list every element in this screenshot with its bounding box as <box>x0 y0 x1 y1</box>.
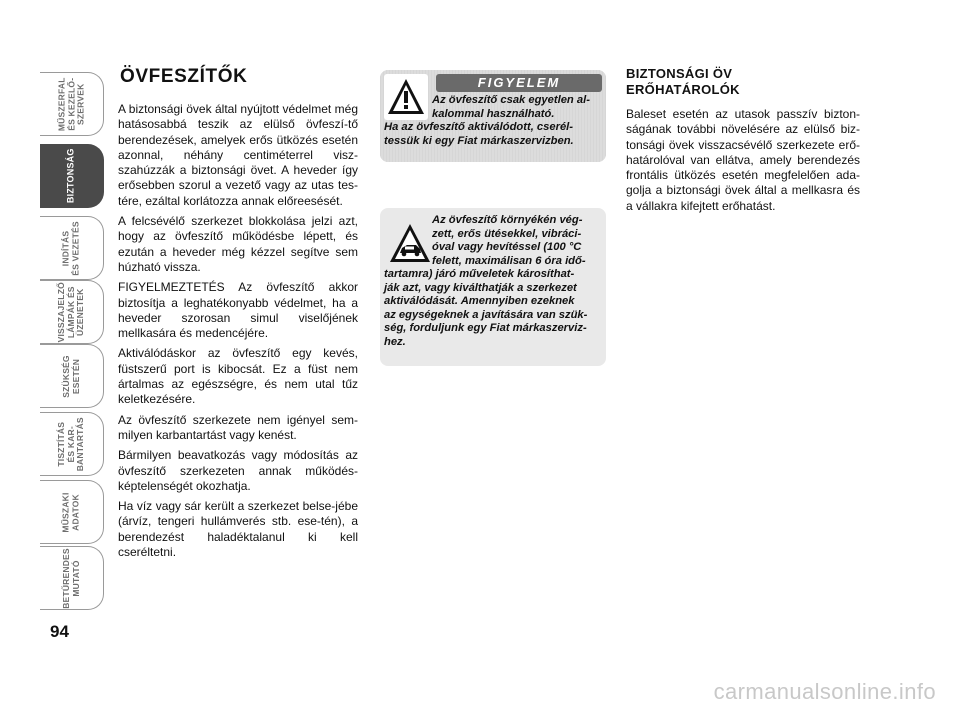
warning-triangle-icon <box>384 74 428 120</box>
warning-text: Az övfeszítő csak egyetlen al- kalommal használható. <box>432 94 590 120</box>
tab-label: INDÍTÁS ÉS VEZETÉS <box>61 220 81 276</box>
paragraph: Aktiválódáskor az övfeszítő egy kevés, füstszerű port is kibocsát. Ez a füst nem ártalmas az egészségre, és nem utal tűz keletkezésére. <box>118 346 358 407</box>
caution-box <box>380 208 606 366</box>
paragraph: A felcsévélő szerkezet blokkolása jelzi azt, hogy az övfeszítő működésbe lépett, és ezután a heveder még kézzel segítve sem húzható vissza. <box>118 214 358 274</box>
warning-icon-frame <box>384 74 428 120</box>
paragraph: Bármilyen beavatkozás vagy módosítás az övfeszítő szerkezeten annak működés-képtelenségét okozhatja. <box>118 448 358 493</box>
watermark: carmanualsonline.info <box>713 679 936 704</box>
tab-maintenance[interactable] <box>40 412 104 476</box>
paragraph: A biztonsági övek által nyújtott védelmet még hatásosabbá teszik az elülső övfeszí-tő berendezések, amelyek erős ütközés esetén azonnal, néhány centiméterrel visz-szahúzzák a biztonsági övet. A heveder így erősebben szorul a vezető vagy az utas tes-tére, ezáltal korlátozza annak előreesését. <box>118 102 358 208</box>
caution-text: Az övfeszítő környékén vég- zett, erős ütésekkel, vibráci- óval vagy hevítéssel (100 °C felett, maximálisan 6 óra idő- <box>432 214 586 267</box>
tab-safety[interactable] <box>40 144 104 208</box>
tab-label: SZÜKSÉG ESETÉN <box>61 354 81 398</box>
notice-column <box>380 70 606 366</box>
paragraph: Az övfeszítő szerkezete nem igényel sem-milyen karbantartást vagy kenést. <box>118 412 358 442</box>
tab-label: VISSZAJELZŐ LÁMPÁK ÉS ÜZENETEK <box>56 281 86 343</box>
tab-starting-driving[interactable] <box>40 216 104 280</box>
side-column <box>626 66 860 219</box>
paragraph: Ha víz vagy sár került a szerkezet belse-jébe (árvíz, tengeri hullámverés stb. ese-tén), a berendezést haladéktalanul ki kell cseréltetni. <box>118 499 358 560</box>
tab-label: MŰSZAKI ADATOK <box>61 491 81 533</box>
tab-label: TISZTÍTÁS ÉS KAR- BANTARTÁS <box>56 416 86 472</box>
page-title: ÖVFESZÍTŐK <box>120 66 248 87</box>
paragraph: Baleset esetén az utasok passzív bizton-ságának további növelésére az elülső biz-tonsági övek visszacsévélő szerkezete erő-határolóval van ellátva, amely berendezés frontális ütközés esetén megfelelően ada-golja a biztonsági övek által a mellkasra és a vállakra kifejtett erőhatást. <box>626 107 860 213</box>
paragraph: FIGYELMEZTETÉS Az övfeszítő akkor biztosítja a leghatékonyabb védelmet, ha a heveder szorosan simul viselőjének mellkasára és medencéjére. <box>118 280 358 341</box>
warning-box <box>380 70 606 162</box>
tab-warning-lights[interactable] <box>40 280 104 344</box>
car-caution-icon <box>388 222 432 266</box>
main-column <box>118 66 358 565</box>
tab-label: MŰSZERFAL ÉS KEZELŐ- SZERVEK <box>56 77 86 131</box>
tab-dashboard-controls[interactable] <box>40 72 104 136</box>
warning-text: Ha az övfeszítő aktiválódott, cserél- tessük ki egy Fiat márkaszervizben. <box>384 121 574 147</box>
tab-technical-data[interactable] <box>40 480 104 544</box>
tab-label: BIZTONSÁG <box>65 148 76 204</box>
warning-header: FIGYELEM <box>436 74 602 92</box>
tab-emergency[interactable] <box>40 344 104 408</box>
section-heading: BIZTONSÁGI ÖV ERŐHATÁROLÓK <box>626 66 740 97</box>
tab-label: BETŰRENDES MUTATÓ <box>61 547 81 609</box>
caution-text: tartamra) járó műveletek károsíthat- ják azt, vagy kiválthatják a szerkezet aktiválódását. Amennyiben ezeknek az egységeknek a javítására van szük- ség, forduljunk egy Fiat márkaszerviz- hez. <box>384 268 588 348</box>
tab-index[interactable] <box>40 546 104 610</box>
page-number: 94 <box>50 622 69 641</box>
